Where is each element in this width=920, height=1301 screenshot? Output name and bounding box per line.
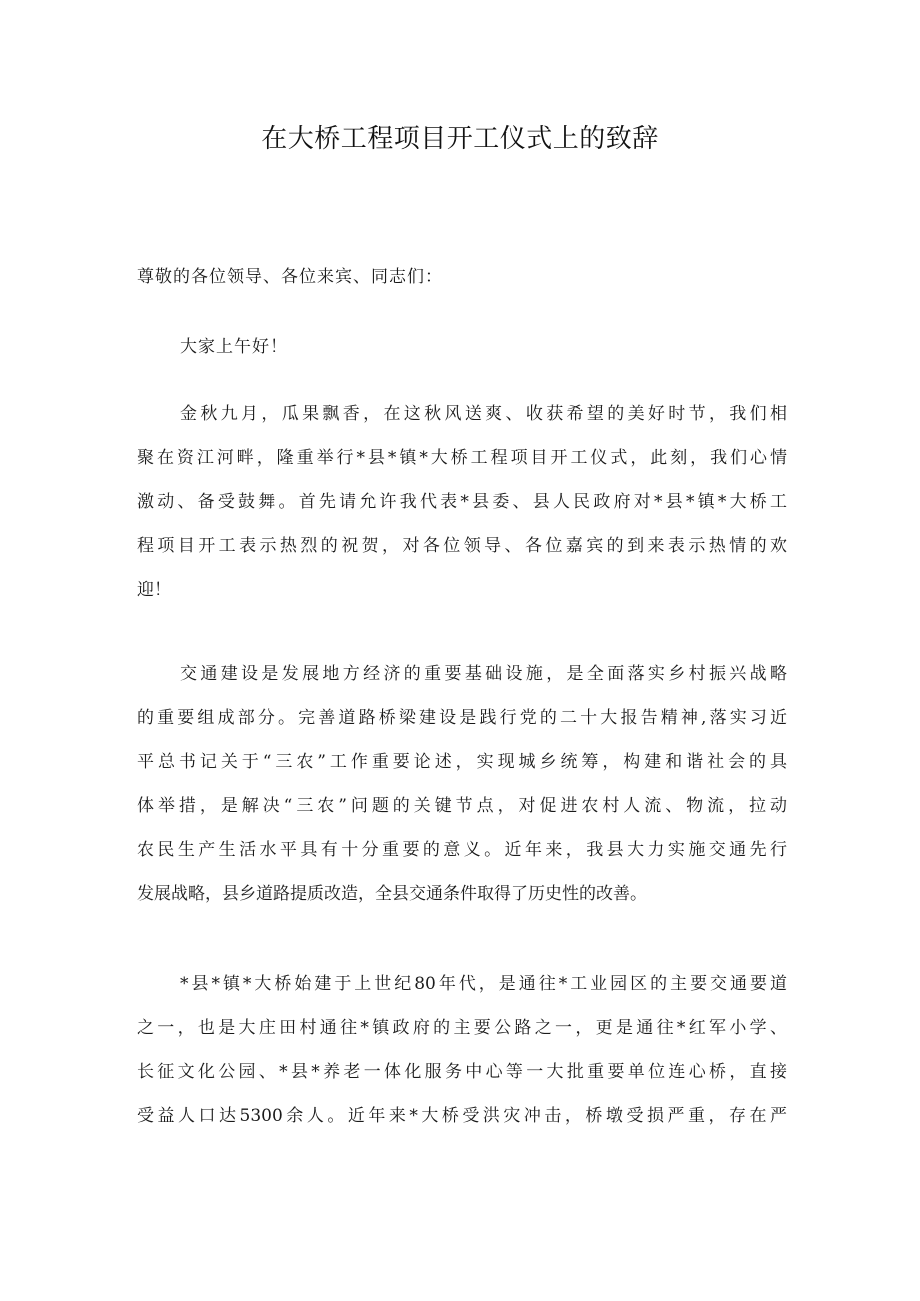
paragraph-line: 发展战略，县乡道路提质改造，全县交通条件取得了历史性的改善。 <box>137 884 647 904</box>
paragraph-line: 受益人口达5300余人。近年来*大桥受洪灾冲击，桥墩受损严重，存在严 <box>137 1106 787 1126</box>
paragraph-line: 聚在资江河畔，隆重举行*县*镇*大桥工程项目开工仪式，此刻，我们心情 <box>137 448 787 468</box>
paragraph-opening <box>137 392 787 612</box>
paragraph-line: 迎！ <box>137 580 171 600</box>
paragraph-line: 激动、备受鼓舞。首先请允许我代表*县委、县人民政府对*县*镇*大桥工 <box>137 492 787 512</box>
paragraph-line: 之一，也是大庄田村通往*镇政府的主要公路之一，更是通往*红军小学、 <box>137 1018 787 1038</box>
paragraph-line: 农民生产生活水平具有十分重要的意义。近年来，我县大力实施交通先行 <box>137 840 787 860</box>
paragraph-line: 平总书记关于“三农”工作重要论述，实现城乡统筹，构建和谐社会的具 <box>137 752 787 772</box>
greeting: 大家上午好！ <box>180 337 288 357</box>
paragraph-bridge-history <box>137 962 787 1138</box>
paragraph-line: 交通建设是发展地方经济的重要基础设施，是全面落实乡村振兴战略 <box>180 664 787 684</box>
paragraph-line: 体举措，是解决“三农”问题的关键节点，对促进农村人流、物流，拉动 <box>137 796 787 816</box>
paragraph-transport <box>137 652 787 916</box>
salutation: 尊敬的各位领导、各位来宾、同志们： <box>137 267 443 287</box>
paragraph-line: *县*镇*大桥始建于上世纪80年代，是通往*工业园区的主要交通要道 <box>180 974 787 994</box>
paragraph-line: 长征文化公园、*县*养老一体化服务中心等一大批重要单位连心桥，直接 <box>137 1062 787 1082</box>
paragraph-line: 金秋九月，瓜果飘香，在这秋风送爽、收获希望的美好时节，我们相 <box>180 404 787 424</box>
paragraph-line: 的重要组成部分。完善道路桥梁建设是践行党的二十大报告精神,落实习近 <box>137 708 787 728</box>
paragraph-line: 程项目开工表示热烈的祝贺，对各位领导、各位嘉宾的到来表示热情的欢 <box>137 536 787 556</box>
document-title: 在大桥工程项目开工仪式上的致辞 <box>261 124 659 154</box>
